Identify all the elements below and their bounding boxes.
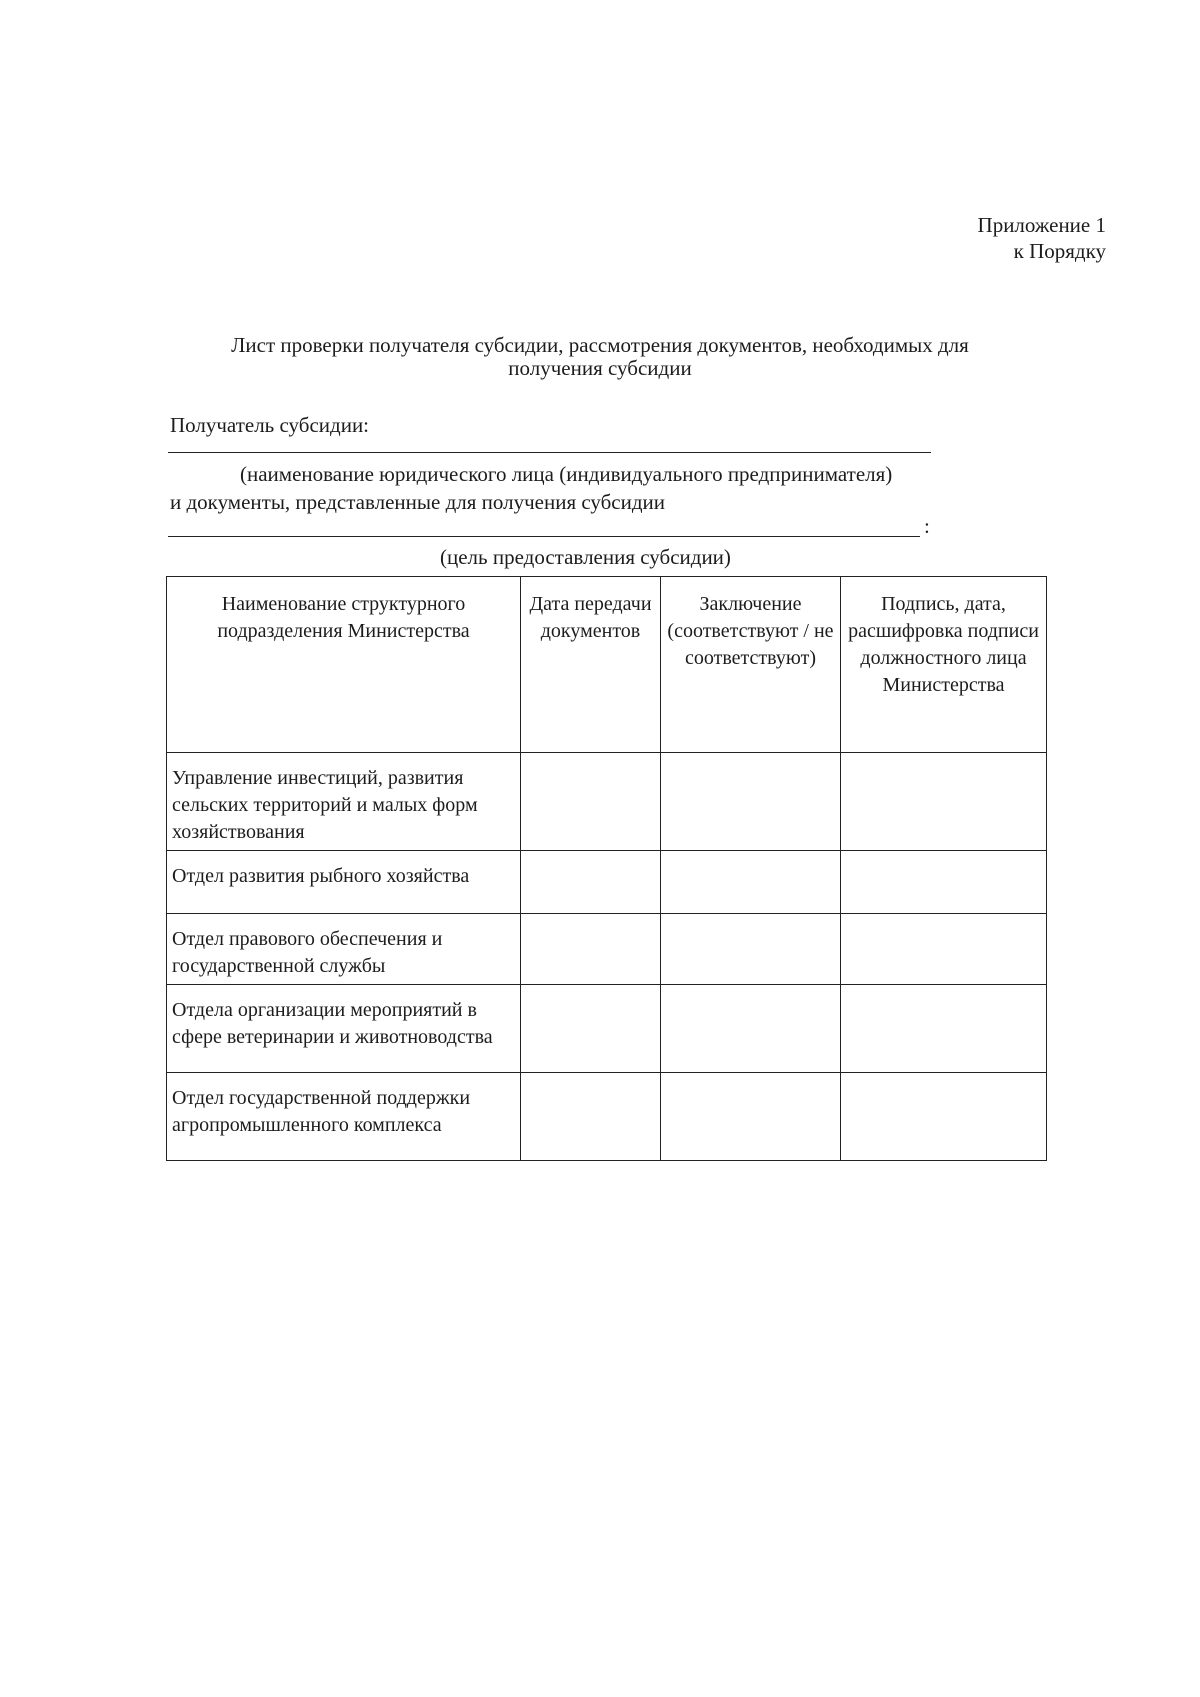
transfer-date-cell[interactable] — [521, 1073, 661, 1161]
documents-label: и документы, представленные для получения субсидии — [170, 490, 666, 514]
header-signature: Подпись, дата, расшифровка подписи должностного лица Министерства — [841, 577, 1047, 753]
transfer-date-cell[interactable] — [521, 753, 661, 851]
recipient-label: Получатель субсидии: — [170, 413, 370, 437]
department-cell: Отдела организации мероприятий в сфере ветеринарии и животноводства — [167, 985, 521, 1073]
conclusion-cell[interactable] — [661, 1073, 841, 1161]
signature-cell[interactable] — [841, 985, 1047, 1073]
table-row — [167, 851, 1047, 914]
header-conclusion: Заключение (соответствуют / не соответствуют) — [661, 577, 841, 753]
document-title-line-2: получения субсидии — [508, 356, 692, 380]
conclusion-cell[interactable] — [661, 914, 841, 985]
department-cell: Отдел государственной поддержки агропромышленного комплекса — [167, 1073, 521, 1161]
check-table — [166, 576, 1047, 1161]
purpose-hint: (цель предоставления субсидии) — [440, 545, 731, 569]
header-department: Наименование структурного подразделения Министерства — [167, 577, 521, 753]
signature-cell[interactable] — [841, 851, 1047, 914]
transfer-date-cell[interactable] — [521, 914, 661, 985]
purpose-blank-line[interactable] — [168, 536, 920, 537]
signature-cell[interactable] — [841, 753, 1047, 851]
recipient-name-hint: (наименование юридического лица (индивидуального предпринимателя) — [240, 462, 893, 486]
signature-cell[interactable] — [841, 914, 1047, 985]
conclusion-cell[interactable] — [661, 851, 841, 914]
department-cell: Отдел развития рыбного хозяйства — [167, 851, 521, 914]
appendix-note — [978, 212, 1106, 264]
table-row — [167, 753, 1047, 851]
table-row — [167, 1073, 1047, 1161]
transfer-date-cell[interactable] — [521, 851, 661, 914]
header-transfer-date: Дата передачи документов — [521, 577, 661, 753]
document-title-line-1: Лист проверки получателя субсидии, рассмотрения документов, необходимых для — [231, 333, 969, 357]
department-cell: Отдел правового обеспечения и государственной службы — [167, 914, 521, 985]
appendix-number: Приложение 1 — [977, 213, 1106, 237]
signature-cell[interactable] — [841, 1073, 1047, 1161]
conclusion-cell[interactable] — [661, 985, 841, 1073]
purpose-colon: : — [924, 514, 930, 538]
department-cell: Управление инвестиций, развития сельских территорий и малых форм хозяйствования — [167, 753, 521, 851]
document-title — [150, 334, 1050, 380]
table-row — [167, 985, 1047, 1073]
transfer-date-cell[interactable] — [521, 985, 661, 1073]
conclusion-cell[interactable] — [661, 753, 841, 851]
appendix-reference: к Порядку — [1013, 239, 1106, 263]
recipient-name-blank-line[interactable] — [168, 452, 931, 453]
table-row — [167, 914, 1047, 985]
table-header-row — [167, 577, 1047, 753]
